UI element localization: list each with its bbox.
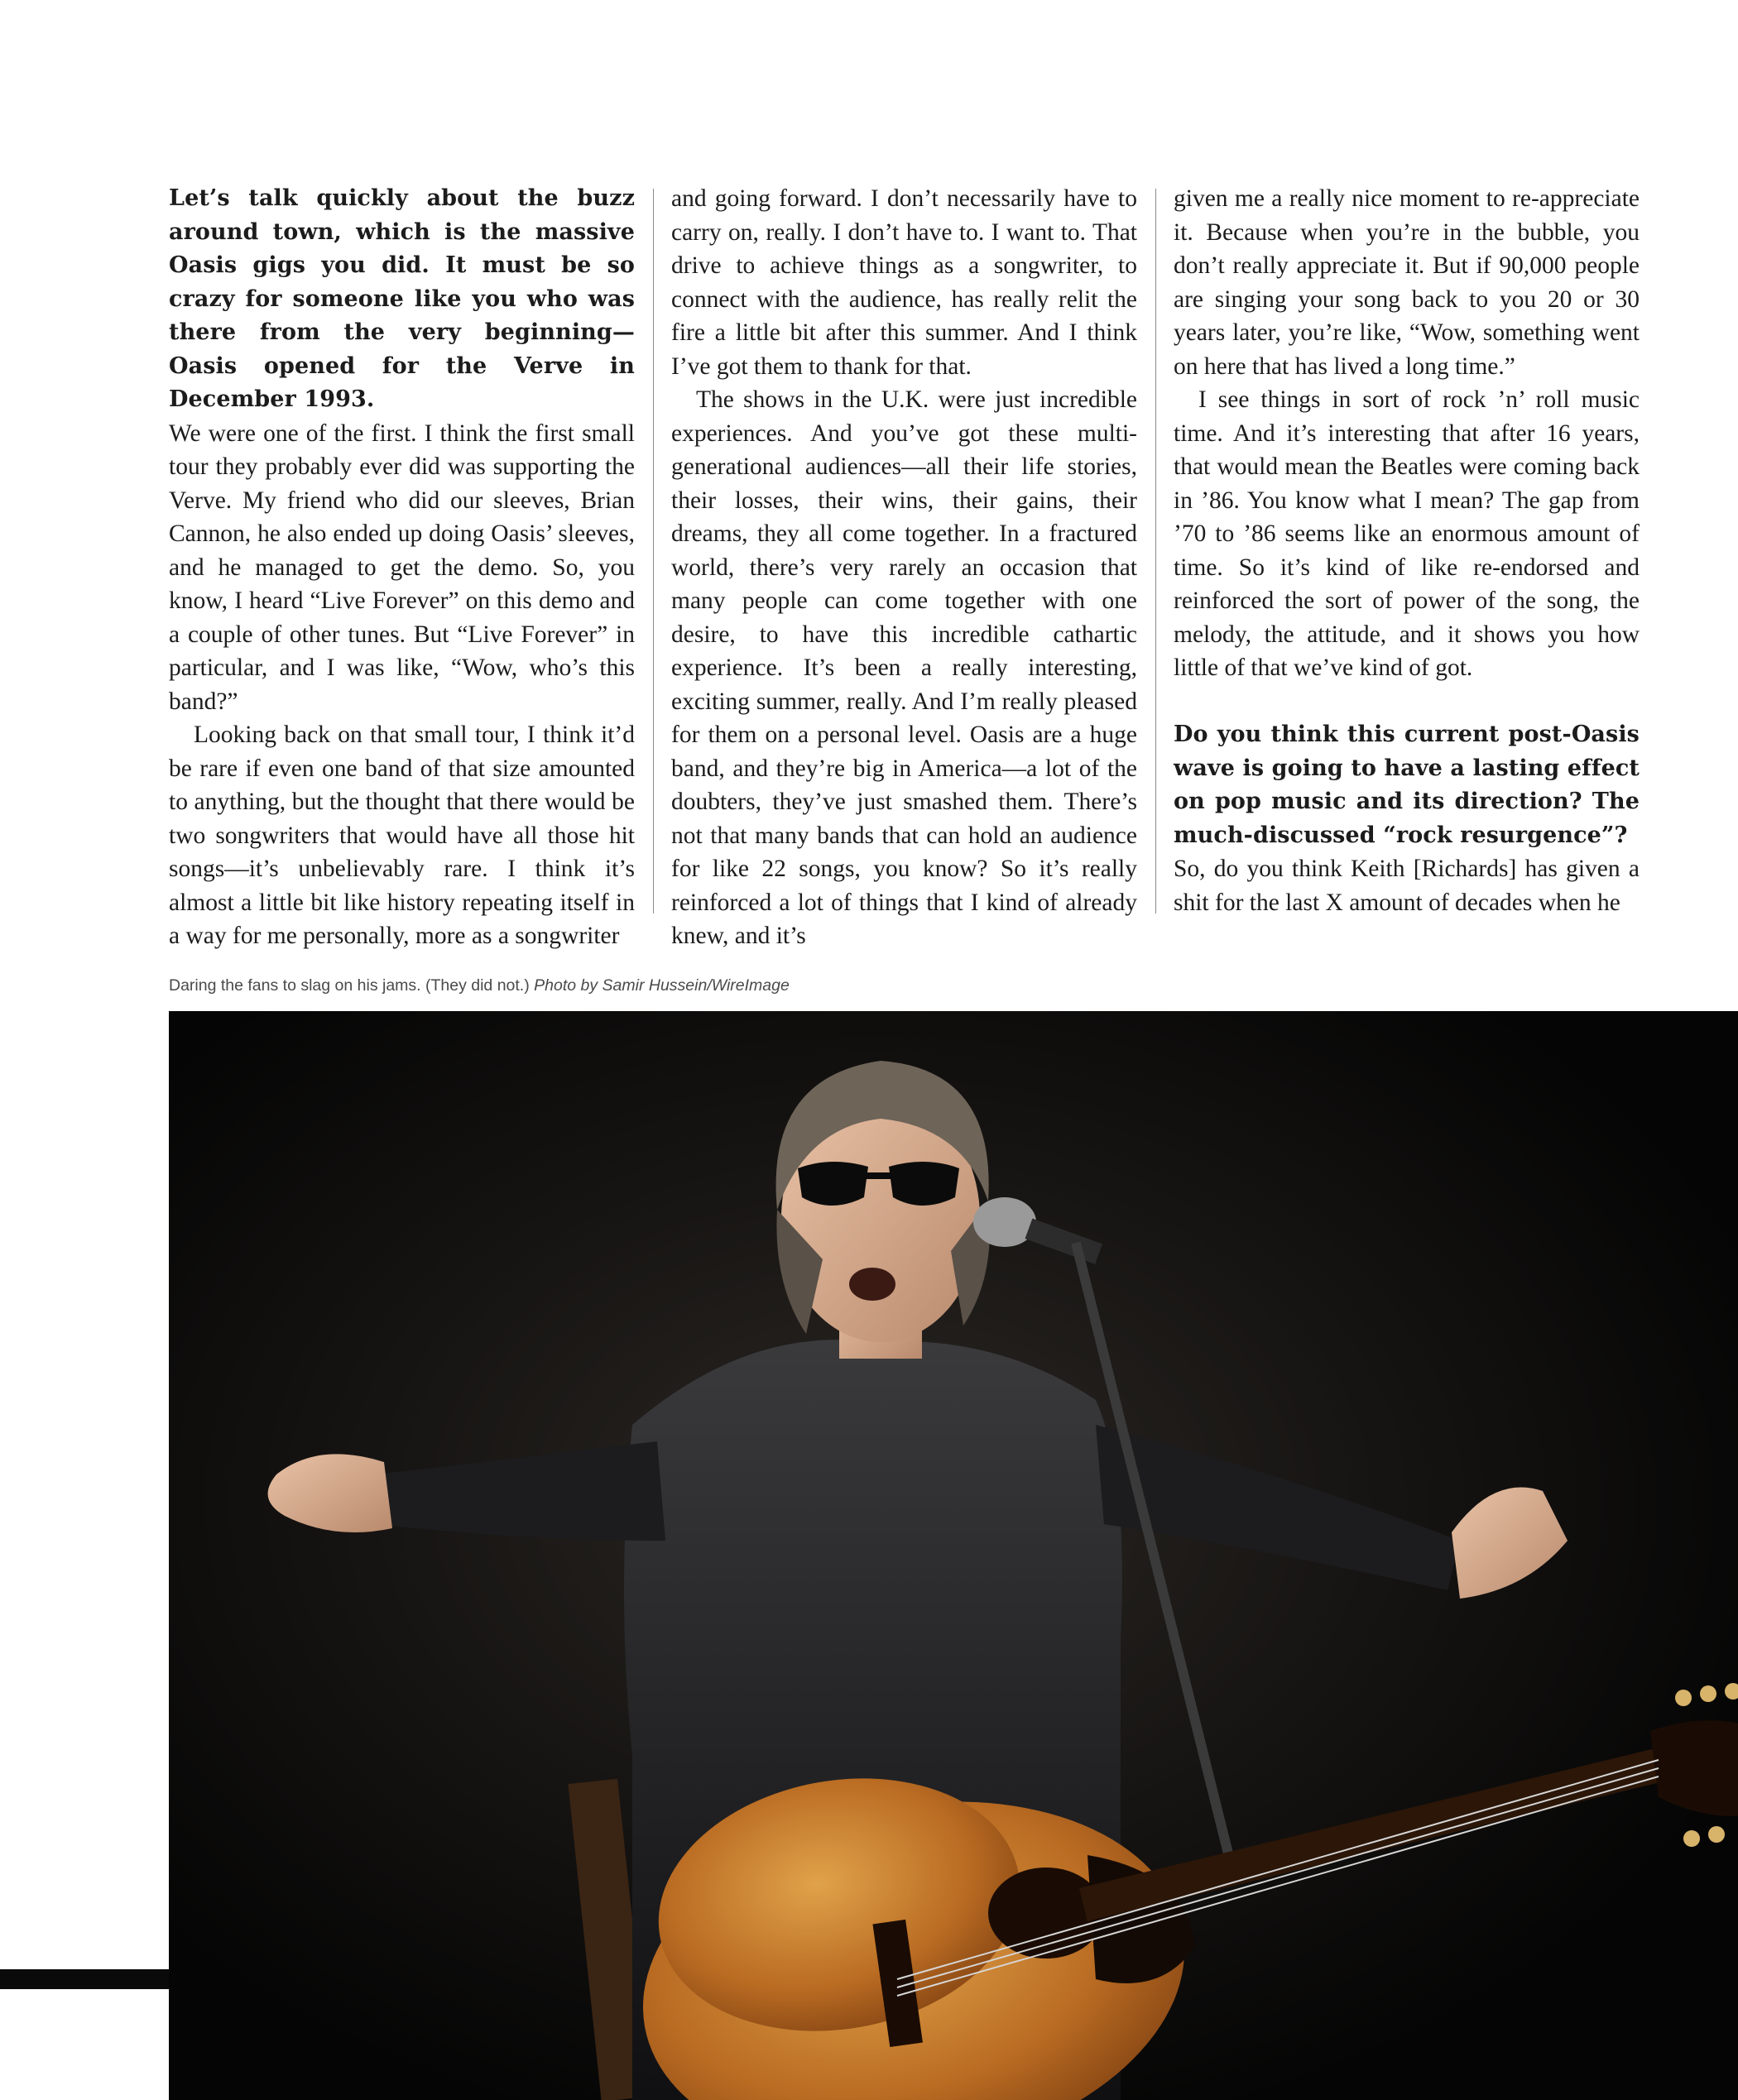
paragraph-spacer bbox=[1174, 685, 1640, 719]
photo-caption bbox=[169, 976, 790, 995]
concert-photo-illustration bbox=[169, 1011, 1738, 2100]
answer-paragraph: and going forward. I don’t necessarily have to carry on, really. I don’t have to. I want to. That drive to achieve things as a songwriter, to connect with the audience, has really relit the fire a little bit after this summer. And I think I’ve got them to thank for that. bbox=[671, 185, 1137, 380]
article-column-2 bbox=[671, 182, 1137, 953]
photo-credit: Photo by Samir Hussein/WireImage bbox=[534, 976, 790, 995]
interview-question: Let’s talk quickly about the buzz around town, which is the massive Oasis gigs you did. It must be so crazy for someone like you who was there from the very beginning—Oasis opened for the Verve in December 1993. bbox=[169, 185, 635, 412]
page-edge-bar bbox=[0, 1969, 169, 1989]
answer-paragraph: We were one of the first. I think the first small tour they probably ever did was supporting the Verve. My friend who did our sleeves, Brian Cannon, he also ended up doing Oasis’ sleeves, and he managed to get the demo. So, you know, I heard “Live Forever” on this demo and a couple of other tunes. But “Live Forever” in particular, and I was like, “Wow, who’s this band?” bbox=[169, 420, 635, 715]
concert-photo bbox=[169, 1011, 1738, 2100]
article-column-1 bbox=[169, 182, 635, 953]
answer-paragraph: given me a really nice moment to re-appreciate it. Because when you’re in the bubble, you don’t really appreciate it. But if 90,000 people are singing your song back to you 20 or 30 years later, you’re like, “Wow, something went on here that has lived a long time.” bbox=[1174, 185, 1640, 380]
caption-text: Daring the fans to slag on his jams. (They did not.) bbox=[169, 976, 530, 995]
article-column-rule bbox=[1155, 189, 1156, 913]
interview-question: Do you think this current post-Oasis wave is going to have a lasting effect on pop music and its direction? The much-discussed “rock resurgence”? bbox=[1174, 722, 1640, 848]
answer-paragraph: I see things in sort of rock ’n’ roll music time. And it’s interesting that after 16 years, that would mean the Beatles were coming back in ’86. You know what I mean? The gap from ’70 to ’86 seems like an enormous amount of time. So it’s kind of like re-endorsed and reinforced the sort of power of the song, the melody, the attitude, and it shows you how little of that we’ve kind of got. bbox=[1174, 386, 1640, 681]
answer-paragraph: Looking back on that small tour, I think it’d be rare if even one band of that size amounted to anything, but the thought that there would be two songwriters that would have all those hit songs—it’s unbelievably rare. I think it’s almost a little bit like history repeating itself in a way for me personally, more as a songwriter bbox=[169, 722, 635, 949]
article-column-3 bbox=[1174, 182, 1640, 919]
article-column-rule bbox=[653, 189, 654, 913]
answer-paragraph: The shows in the U.K. were just incredible experiences. And you’ve got these multi-generational audiences—all their life stories, their losses, their wins, their gains, their dreams, they all come together. In a fractured world, there’s very rarely an occasion that many people can come together with one desire, to have this incredible cathartic experience. It’s been a really interesting, exciting summer, really. And I’m really pleased for them on a personal level. Oasis are a huge band, and they’re big in America—a lot of the doubters, they’ve just smashed them. There’s not that many bands that can hold an audience for like 22 songs, you know? So it’s really reinforced a lot of things that I kind of already knew, and it’s bbox=[671, 386, 1137, 949]
answer-paragraph: So, do you think Keith [Richards] has given a shit for the last X amount of decades when he bbox=[1174, 856, 1640, 916]
